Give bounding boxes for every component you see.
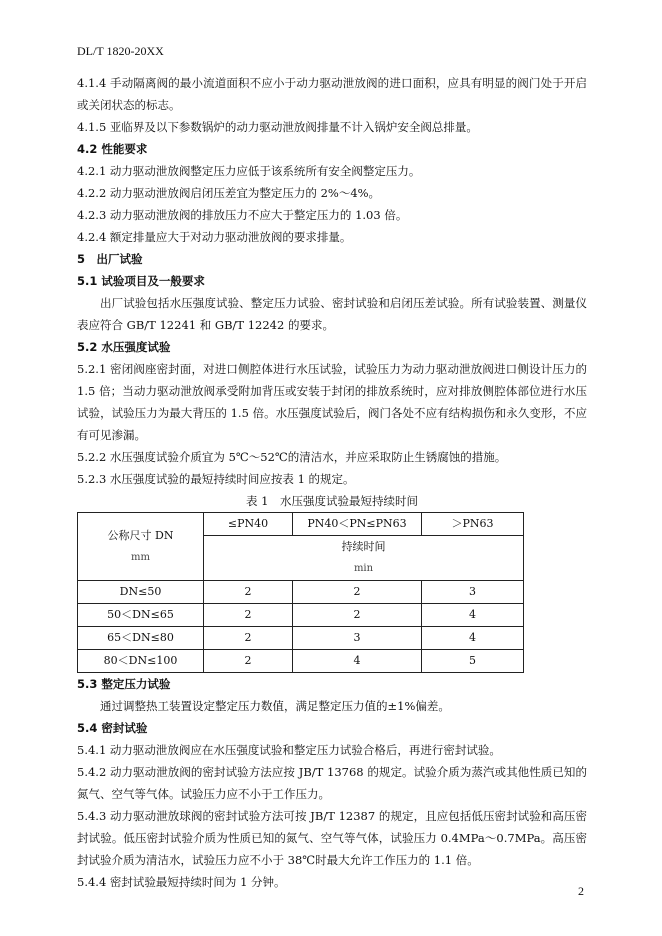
clause-4-2-2: 4.2.2 动力驱动泄放阀启闭压差宜为整定压力的 2%～4%。 bbox=[77, 186, 381, 200]
table-row bbox=[78, 650, 524, 673]
clause-4-2-1: 4.2.1 动力驱动泄放阀整定压力应低于该系统所有安全阀整定压力。 bbox=[77, 164, 421, 178]
table-duration-cell bbox=[204, 536, 524, 581]
page-number: 2 bbox=[578, 884, 584, 898]
table-cell: 3 bbox=[293, 627, 422, 650]
table-row bbox=[78, 581, 524, 604]
clause-4-2-4: 4.2.4 额定排量应大于对动力驱动泄放阀的要求排量。 bbox=[77, 230, 352, 244]
table-dn-unit: mm bbox=[131, 551, 150, 563]
clause-5-4-4: 5.4.4 密封试验最短持续时间为 1 分钟。 bbox=[77, 875, 286, 889]
table-col-header: ＞PN63 bbox=[422, 513, 524, 536]
table-row bbox=[78, 604, 524, 627]
clause-5-2-3: 5.2.3 水压强度试验的最短持续时间应按表 1 的规定。 bbox=[77, 472, 355, 486]
heading-5-1: 5.1 试验项目及一般要求 bbox=[77, 274, 205, 288]
table-cell: 2 bbox=[204, 650, 293, 673]
table-col-header: ≤PN40 bbox=[204, 513, 293, 536]
heading-5-3: 5.3 整定压力试验 bbox=[77, 677, 171, 691]
table-cell-dn: DN≤50 bbox=[78, 581, 204, 604]
table-duration-unit: min bbox=[353, 563, 374, 574]
heading-4-2: 4.2 性能要求 bbox=[77, 142, 148, 156]
table-cell-dn: 65＜DN≤80 bbox=[78, 627, 204, 650]
table-cell: 4 bbox=[422, 627, 524, 650]
table-cell: 2 bbox=[204, 627, 293, 650]
heading-5-2: 5.2 水压强度试验 bbox=[77, 340, 171, 354]
table-row-header-cell bbox=[78, 513, 204, 581]
table-cell-dn: 80＜DN≤100 bbox=[78, 650, 204, 673]
clause-5-3-text: 通过调整热工装置设定整定压力数值，满足整定压力值的±1%偏差。 bbox=[100, 699, 450, 713]
clause-5-4-3: 5.4.3 动力驱动泄放球阀的密封试验方法可按 JB/T 12387 的规定，且应包括低压密封试验和高压密封试验。低压密封试验介质为性质已知的氮气、空气等气体，试验压力 0.4MPa～0.7MPa。高压密封试验介质为清洁水，试验压力应不小于 38℃时最大允许工作压力的 1.1 倍。 bbox=[77, 809, 587, 867]
clause-5-4-2: 5.4.2 动力驱动泄放阀的密封试验方法应按 JB/T 13768 的规定。试验介质为蒸汽或其他性质已知的氮气、空气等气体。试验压力应不小于工作压力。 bbox=[77, 765, 587, 801]
clause-5-4-1: 5.4.1 动力驱动泄放阀应在水压强度试验和整定压力试验合格后，再进行密封试验。 bbox=[77, 743, 501, 757]
table-cell-dn: 50＜DN≤65 bbox=[78, 604, 204, 627]
table-cell: 2 bbox=[293, 604, 422, 627]
table-1 bbox=[77, 512, 524, 673]
clause-5-1-text: 出厂试验包括水压强度试验、整定压力试验、密封试验和启闭压差试验。所有试验装置、测量仪表应符合 GB/T 12241 和 GB/T 12242 的要求。 bbox=[77, 296, 587, 332]
table-dn-label: 公称尺寸 DN bbox=[107, 528, 174, 542]
table-cell: 5 bbox=[422, 650, 524, 673]
table-cell: 3 bbox=[422, 581, 524, 604]
table-cell: 2 bbox=[204, 581, 293, 604]
table-cell: 2 bbox=[204, 604, 293, 627]
table-1-caption: 表 1 水压强度试验最短持续时间 bbox=[246, 494, 418, 508]
document-body bbox=[77, 72, 587, 893]
table-cell: 4 bbox=[422, 604, 524, 627]
doc-code-header: DL/T 1820-20XX bbox=[77, 44, 164, 58]
table-row bbox=[78, 627, 524, 650]
heading-5-4: 5.4 密封试验 bbox=[77, 721, 148, 735]
clause-4-2-3: 4.2.3 动力驱动泄放阀的排放压力不应大于整定压力的 1.03 倍。 bbox=[77, 208, 408, 222]
clause-4-1-4: 4.1.4 手动隔离阀的最小流道面积不应小于动力驱动泄放阀的进口面积，应具有明显的阀门处于开启或关闭状态的标志。 bbox=[77, 76, 587, 112]
clause-5-2-1: 5.2.1 密闭阀座密封面，对进口侧腔体进行水压试验，试验压力为动力驱动泄放阀进口侧设计压力的 1.5 倍；当动力驱动泄放阀承受附加背压或安装于封闭的排放系统时，应对排放侧腔体部位进行水压试验，试验压力为最大背压的 1.5 倍。水压强度试验后，阀门各处不应有结构损伤和永久变形，不应有可见渗漏。 bbox=[77, 362, 587, 442]
clause-4-1-5: 4.1.5 亚临界及以下参数锅炉的动力驱动泄放阀排量不计入锅炉安全阀总排量。 bbox=[77, 120, 478, 134]
table-cell: 4 bbox=[293, 650, 422, 673]
table-col-header: PN40＜PN≤PN63 bbox=[293, 513, 422, 536]
table-duration-label: 持续时间 bbox=[341, 540, 386, 553]
heading-5: 5 出厂试验 bbox=[77, 252, 143, 266]
clause-5-2-2: 5.2.2 水压强度试验介质宜为 5℃～52℃的清洁水，并应采取防止生锈腐蚀的措施。 bbox=[77, 450, 507, 464]
table-cell: 2 bbox=[293, 581, 422, 604]
